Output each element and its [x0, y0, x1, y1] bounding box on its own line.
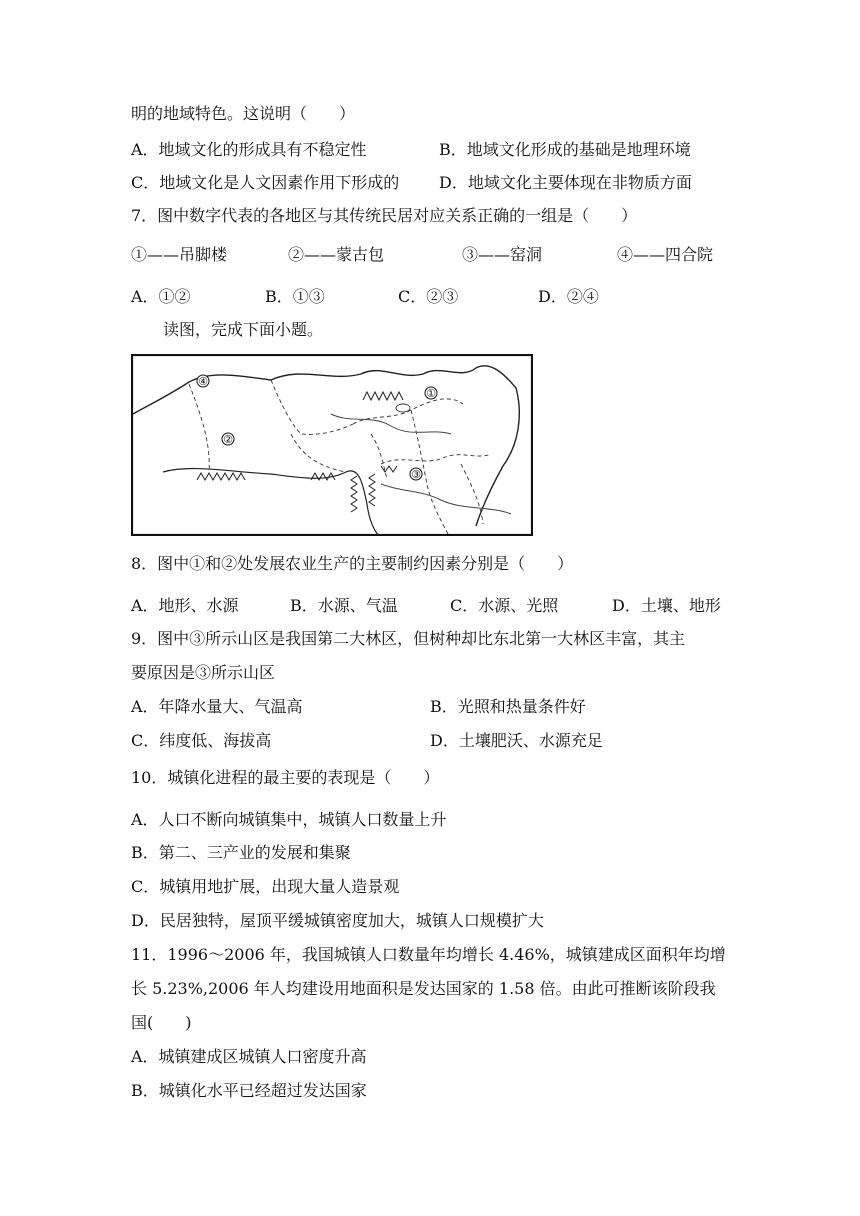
q8-option-b[interactable]: B．水源、气温 [290, 596, 398, 615]
q8-option-c[interactable]: C．水源、光照 [450, 596, 559, 615]
q9-stem-line1: 9．图中③所示山区是我国第二大林区，但树种却比东北第一大林区丰富，其主 [131, 629, 686, 648]
q6-stem-tail: 明的地域特色。这说明（ ） [131, 104, 356, 123]
q9-option-d[interactable]: D．土壤肥沃、水源充足 [430, 731, 603, 750]
q7-option-c[interactable]: C．②③ [398, 287, 459, 306]
q11-option-b[interactable]: B．城镇化水平已经超过发达国家 [131, 1081, 367, 1100]
q11-stem-line3: 国( ) [131, 1013, 192, 1032]
q11-option-a[interactable]: A．城镇建成区城镇人口密度升高 [131, 1047, 367, 1066]
q7-pair-3: ③——窑洞 [462, 245, 543, 264]
q6-option-a[interactable]: A．地域文化的形成具有不稳定性 [131, 140, 367, 159]
q10-option-a[interactable]: A．人口不断向城镇集中，城镇人口数量上升 [131, 810, 447, 829]
q7-stem: 7．图中数字代表的各地区与其传统民居对应关系正确的一组是（ ） [131, 206, 638, 225]
q6-option-b[interactable]: B．地域文化形成的基础是地理环境 [439, 140, 691, 159]
map-label-4: ④ [198, 375, 208, 388]
q9-stem-line2: 要原因是③所示山区 [131, 663, 276, 682]
q11-stem-line1: 11．1996～2006 年，我国城镇人口数量年均增长 4.46%，城镇建成区面积年均增 [131, 945, 726, 964]
q7-option-b[interactable]: B．①③ [265, 287, 325, 306]
q10-option-b[interactable]: B．第二、三产业的发展和集聚 [131, 843, 351, 862]
q10-stem: 10．城镇化进程的最主要的表现是（ ） [131, 768, 440, 787]
q7-option-a[interactable]: A．①② [131, 287, 191, 306]
q7-pair-1: ①——吊脚楼 [131, 245, 228, 264]
q8-stem: 8．图中①和②处发展农业生产的主要制约因素分别是（ ） [131, 554, 574, 573]
q9-option-c[interactable]: C．纬度低、海拔高 [131, 731, 272, 750]
map-label-1: ① [426, 387, 436, 400]
q7-option-d[interactable]: D．②④ [538, 287, 599, 306]
q10-option-c[interactable]: C．城镇用地扩展，出现大量人造景观 [131, 877, 400, 896]
q6-option-c[interactable]: C．地域文化是人文因素作用下形成的 [131, 173, 400, 192]
q6-option-d[interactable]: D．地域文化主要体现在非物质方面 [439, 173, 692, 192]
q9-option-a[interactable]: A．年降水量大、气温高 [131, 697, 303, 716]
q7-pair-2: ②——蒙古包 [288, 245, 385, 264]
map-label-3: ③ [411, 468, 421, 481]
q10-option-d[interactable]: D．民居独特，屋顶平缓城镇密度加大，城镇人口规模扩大 [131, 911, 544, 930]
q9-option-b[interactable]: B．光照和热量条件好 [430, 697, 586, 716]
china-map-figure [131, 354, 533, 536]
reading-intro: 读图，完成下面小题。 [163, 320, 324, 339]
map-label-2: ② [223, 433, 233, 446]
q11-stem-line2: 长 5.23%,2006 年人均建设用地面积是发达国家的 1.58 倍。由此可推断该阶段我 [131, 979, 716, 998]
q7-pair-4: ④——四合院 [617, 245, 714, 264]
q8-option-a[interactable]: A．地形、水源 [131, 596, 239, 615]
q8-option-d[interactable]: D．土壤、地形 [612, 596, 721, 615]
